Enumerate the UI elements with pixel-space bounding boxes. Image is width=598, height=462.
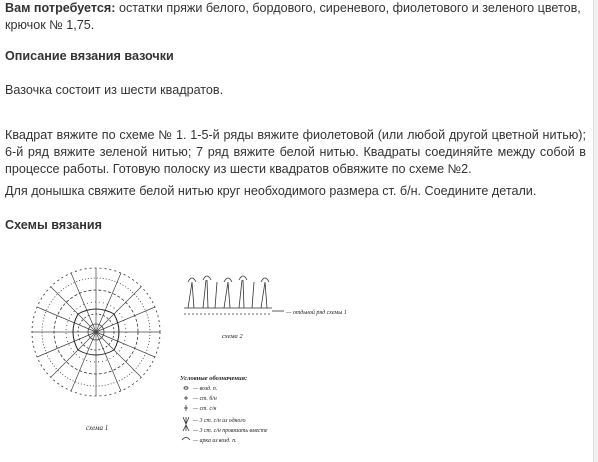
- legend-item: — 3 ст. с/н провязать вместе: [193, 428, 268, 434]
- description-paragraph: Квадрат вяжите по схеме № 1. 1-5-й ряды вяжите фиолетовой (или любой другой цветной нитью); 6-й ряд вяжите зеленой нитью; 7 ряд вяжите белой нитью. Квадраты соединяйте между собой в процессе работы. Готовую полоску из шести квадратов обвяжите по схеме №2.: [5, 128, 586, 176]
- scheme-1-diagram: [32, 268, 160, 396]
- materials-label: Вам потребуется:: [5, 1, 116, 15]
- scheme-1-label: схема 1: [86, 424, 109, 432]
- legend-item: — 3 ст. с/н из одного: [193, 418, 246, 424]
- materials-text: остатки пряжи белого, бордового, сиреневого, фиолетового и зеленого цветов,: [118, 1, 581, 15]
- description-heading: Описание вязания вазочки: [5, 49, 174, 63]
- legend-item: — арка из возд. п.: [193, 438, 237, 444]
- materials-text-2: крючок № 1,75.: [5, 18, 95, 32]
- scheme-2-label: схема 2: [222, 333, 243, 340]
- legend-item: — ст. с/н: [193, 406, 217, 412]
- legend: [180, 375, 268, 444]
- schemes-heading: Схемы вязания: [5, 218, 102, 232]
- legend-title: Условные обозначения:: [180, 375, 248, 382]
- scrollbar-edge: [593, 0, 598, 462]
- legend-item: — ст. б/н: [193, 396, 217, 402]
- knitting-schemes-image: [0, 262, 590, 462]
- description-intro: Вазочка состоит из шести квадратов.: [5, 83, 224, 97]
- legend-item: — возд. п.: [193, 386, 218, 392]
- scheme-2-diagram: [184, 276, 284, 314]
- description-paragraph-2: Для донышка свяжите белой нитью круг необходимого размера ст. б/н. Соедините детали.: [5, 184, 537, 198]
- scheme-2-row-note: — отдьной ряд схемы 1: [286, 310, 347, 316]
- materials-paragraph: [5, 0, 586, 34]
